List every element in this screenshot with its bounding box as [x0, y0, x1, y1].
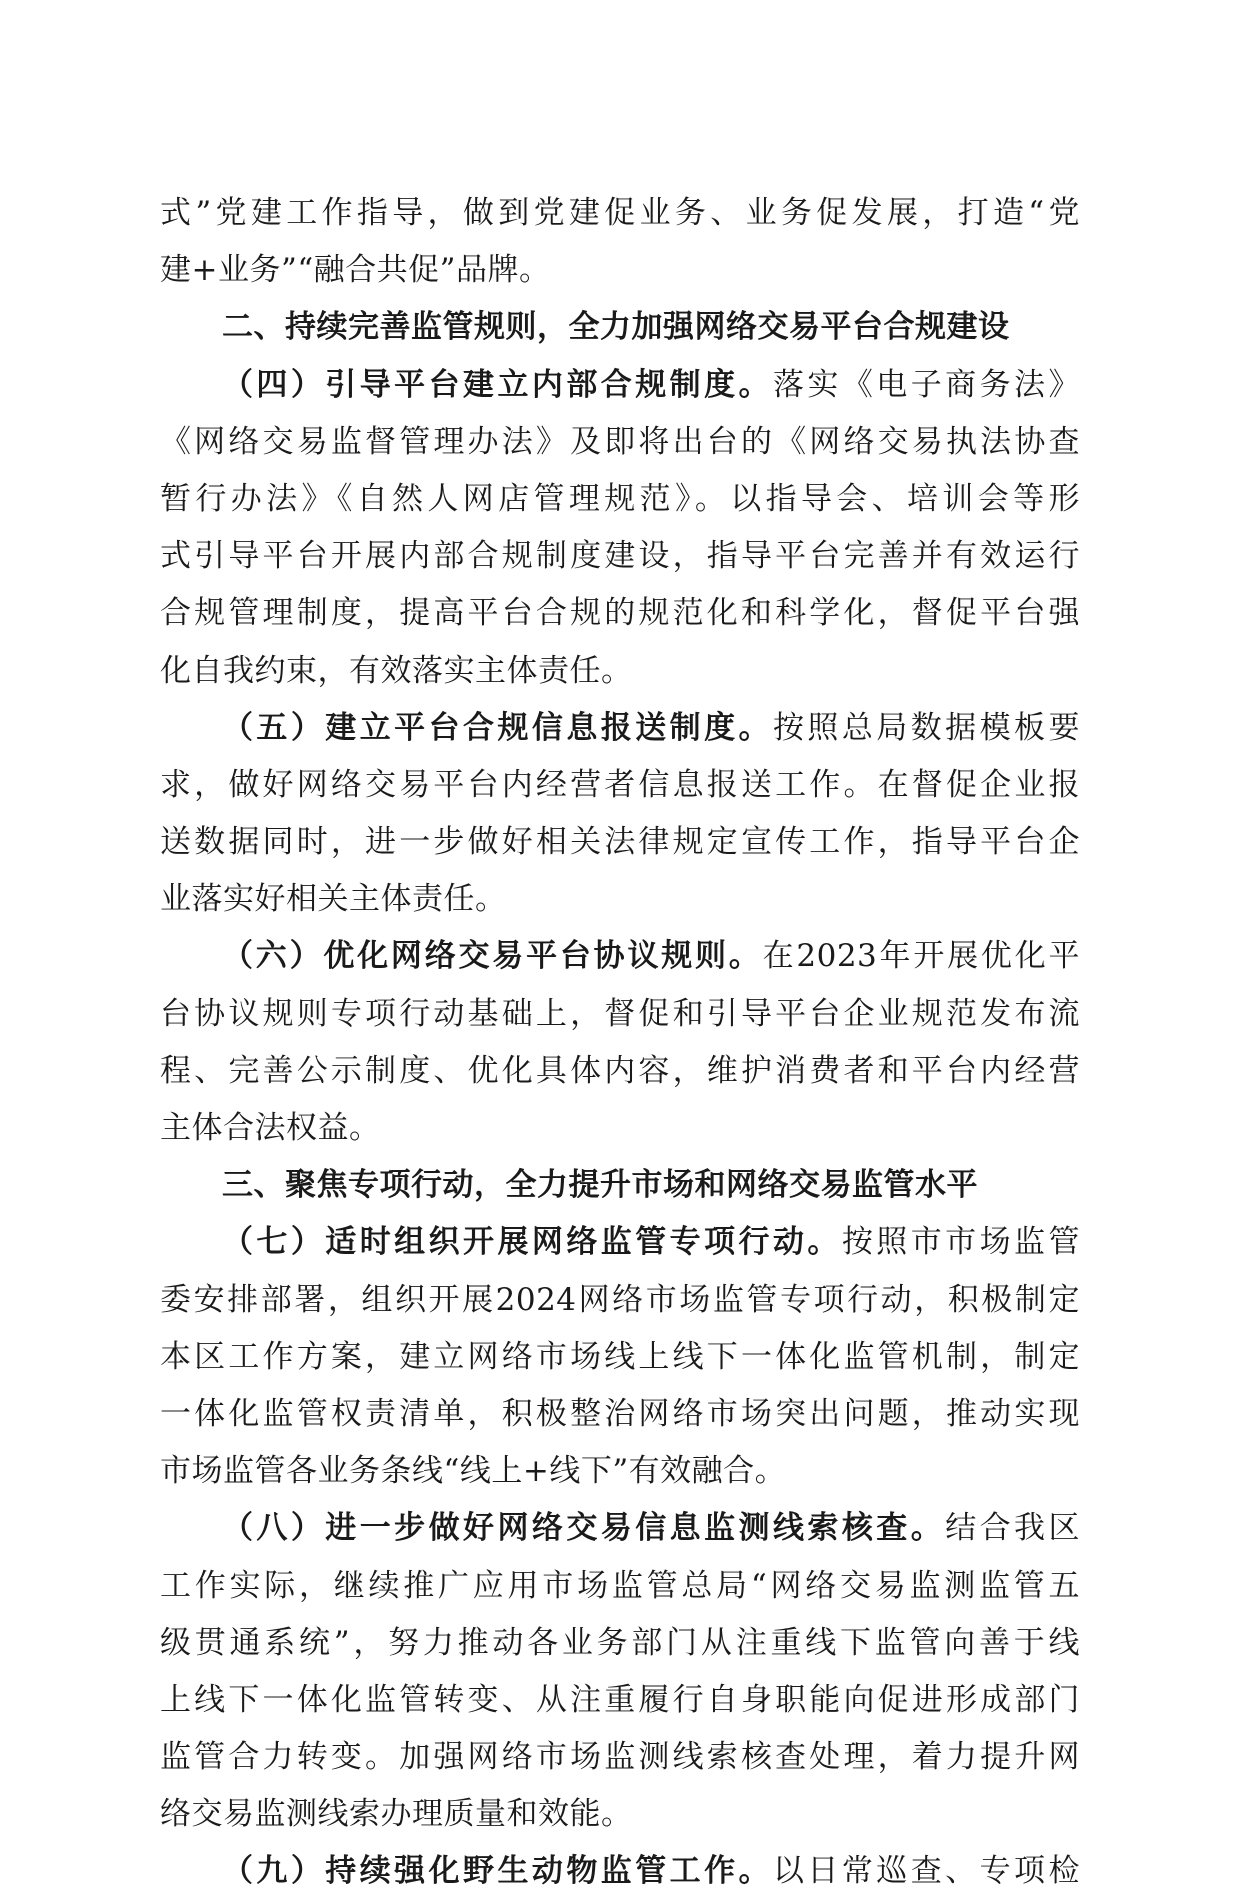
paragraph-start [160, 1214, 1080, 1271]
text-line: 程、完善公示制度、优化具体内容，维护消费者和平台内经营 [160, 1052, 1080, 1089]
text-line: 工作实际，继续推广应用市场监管总局“网络交易监测监管五 [160, 1567, 1080, 1604]
item-heading: （六）优化网络交易平台协议规则。 [222, 938, 763, 975]
text-line: 委安排部署，组织开展2024网络市场监管专项行动，积极制定 [160, 1281, 1080, 1318]
item-heading: （五）建立平台合规信息报送制度。 [222, 709, 773, 746]
item-heading: （八）进一步做好网络交易信息监测线索核查。 [222, 1510, 946, 1547]
text-span: 以日常巡查、专项检 [773, 1853, 1080, 1890]
section-heading: 三、聚焦专项行动，全力提升市场和网络交易监管水平 [222, 1167, 978, 1204]
text-line: 上线下一体化监管转变、从注重履行自身职能向促进形成部门 [160, 1681, 1080, 1718]
text-line: 送数据同时，进一步做好相关法律规定宣传工作，指导平台企 [160, 824, 1080, 861]
text-line: 络交易监测线索办理质量和效能。 [160, 1796, 633, 1833]
paragraph-start [160, 1500, 1080, 1557]
text-line: 式”党建工作指导，做到党建促业务、业务促发展，打造“党 [160, 195, 1080, 231]
text-line: 监管合力转变。加强网络市场监测线索核查处理，着力提升网 [160, 1739, 1080, 1776]
item-heading: （四）引导平台建立内部合规制度。 [222, 366, 773, 403]
text-span: 在2023年开展优化平 [762, 938, 1080, 975]
document-page [160, 185, 1080, 1901]
text-line: 级贯通系统”，努力推动各业务部门从注重线下监管向善于线 [160, 1624, 1080, 1661]
paragraph-start [160, 357, 1080, 414]
text-line: 一体化监管权责清单，积极整治网络市场突出问题，推动实现 [160, 1395, 1080, 1432]
text-span: 结合我区 [945, 1510, 1080, 1547]
section-heading: 二、持续完善监管规则，全力加强网络交易平台合规建设 [222, 309, 1010, 346]
text-span: 按照总局数据模板要 [773, 709, 1080, 746]
text-line: 建+业务”“融合共促”品牌。 [160, 252, 551, 289]
text-line: 本区工作方案，建立网络市场线上线下一体化监管机制，制定 [160, 1338, 1080, 1375]
text-line: 业落实好相关主体责任。 [160, 881, 507, 918]
text-line: 市场监管各业务条线“线上+线下”有效融合。 [160, 1453, 787, 1490]
text-line: 求，做好网络交易平台内经营者信息报送工作。在督促企业报 [160, 766, 1080, 803]
text-line: 暂行办法》《自然人网店管理规范》。以指导会、培训会等形 [160, 480, 1080, 517]
text-line: 《网络交易监督管理办法》及即将出台的《网络交易执法协查 [160, 423, 1080, 460]
text-span: 按照市市场监管 [841, 1224, 1080, 1261]
paragraph-start [160, 1843, 1080, 1900]
text-line: 台协议规则专项行动基础上，督促和引导平台企业规范发布流 [160, 995, 1080, 1032]
paragraph-start [160, 700, 1080, 757]
text-span: 落实《电子商务法》 [773, 366, 1080, 403]
text-line: 式引导平台开展内部合规制度建设，指导平台完善并有效运行 [160, 538, 1080, 575]
text-line: 合规管理制度，提高平台合规的规范化和科学化，督促平台强 [160, 595, 1080, 632]
item-heading: （七）适时组织开展网络监管专项行动。 [222, 1224, 842, 1261]
paragraph-start [160, 928, 1080, 985]
item-heading: （九）持续强化野生动物监管工作。 [222, 1853, 773, 1890]
text-line: 化自我约束，有效落实主体责任。 [160, 652, 633, 689]
text-line: 主体合法权益。 [160, 1110, 381, 1146]
